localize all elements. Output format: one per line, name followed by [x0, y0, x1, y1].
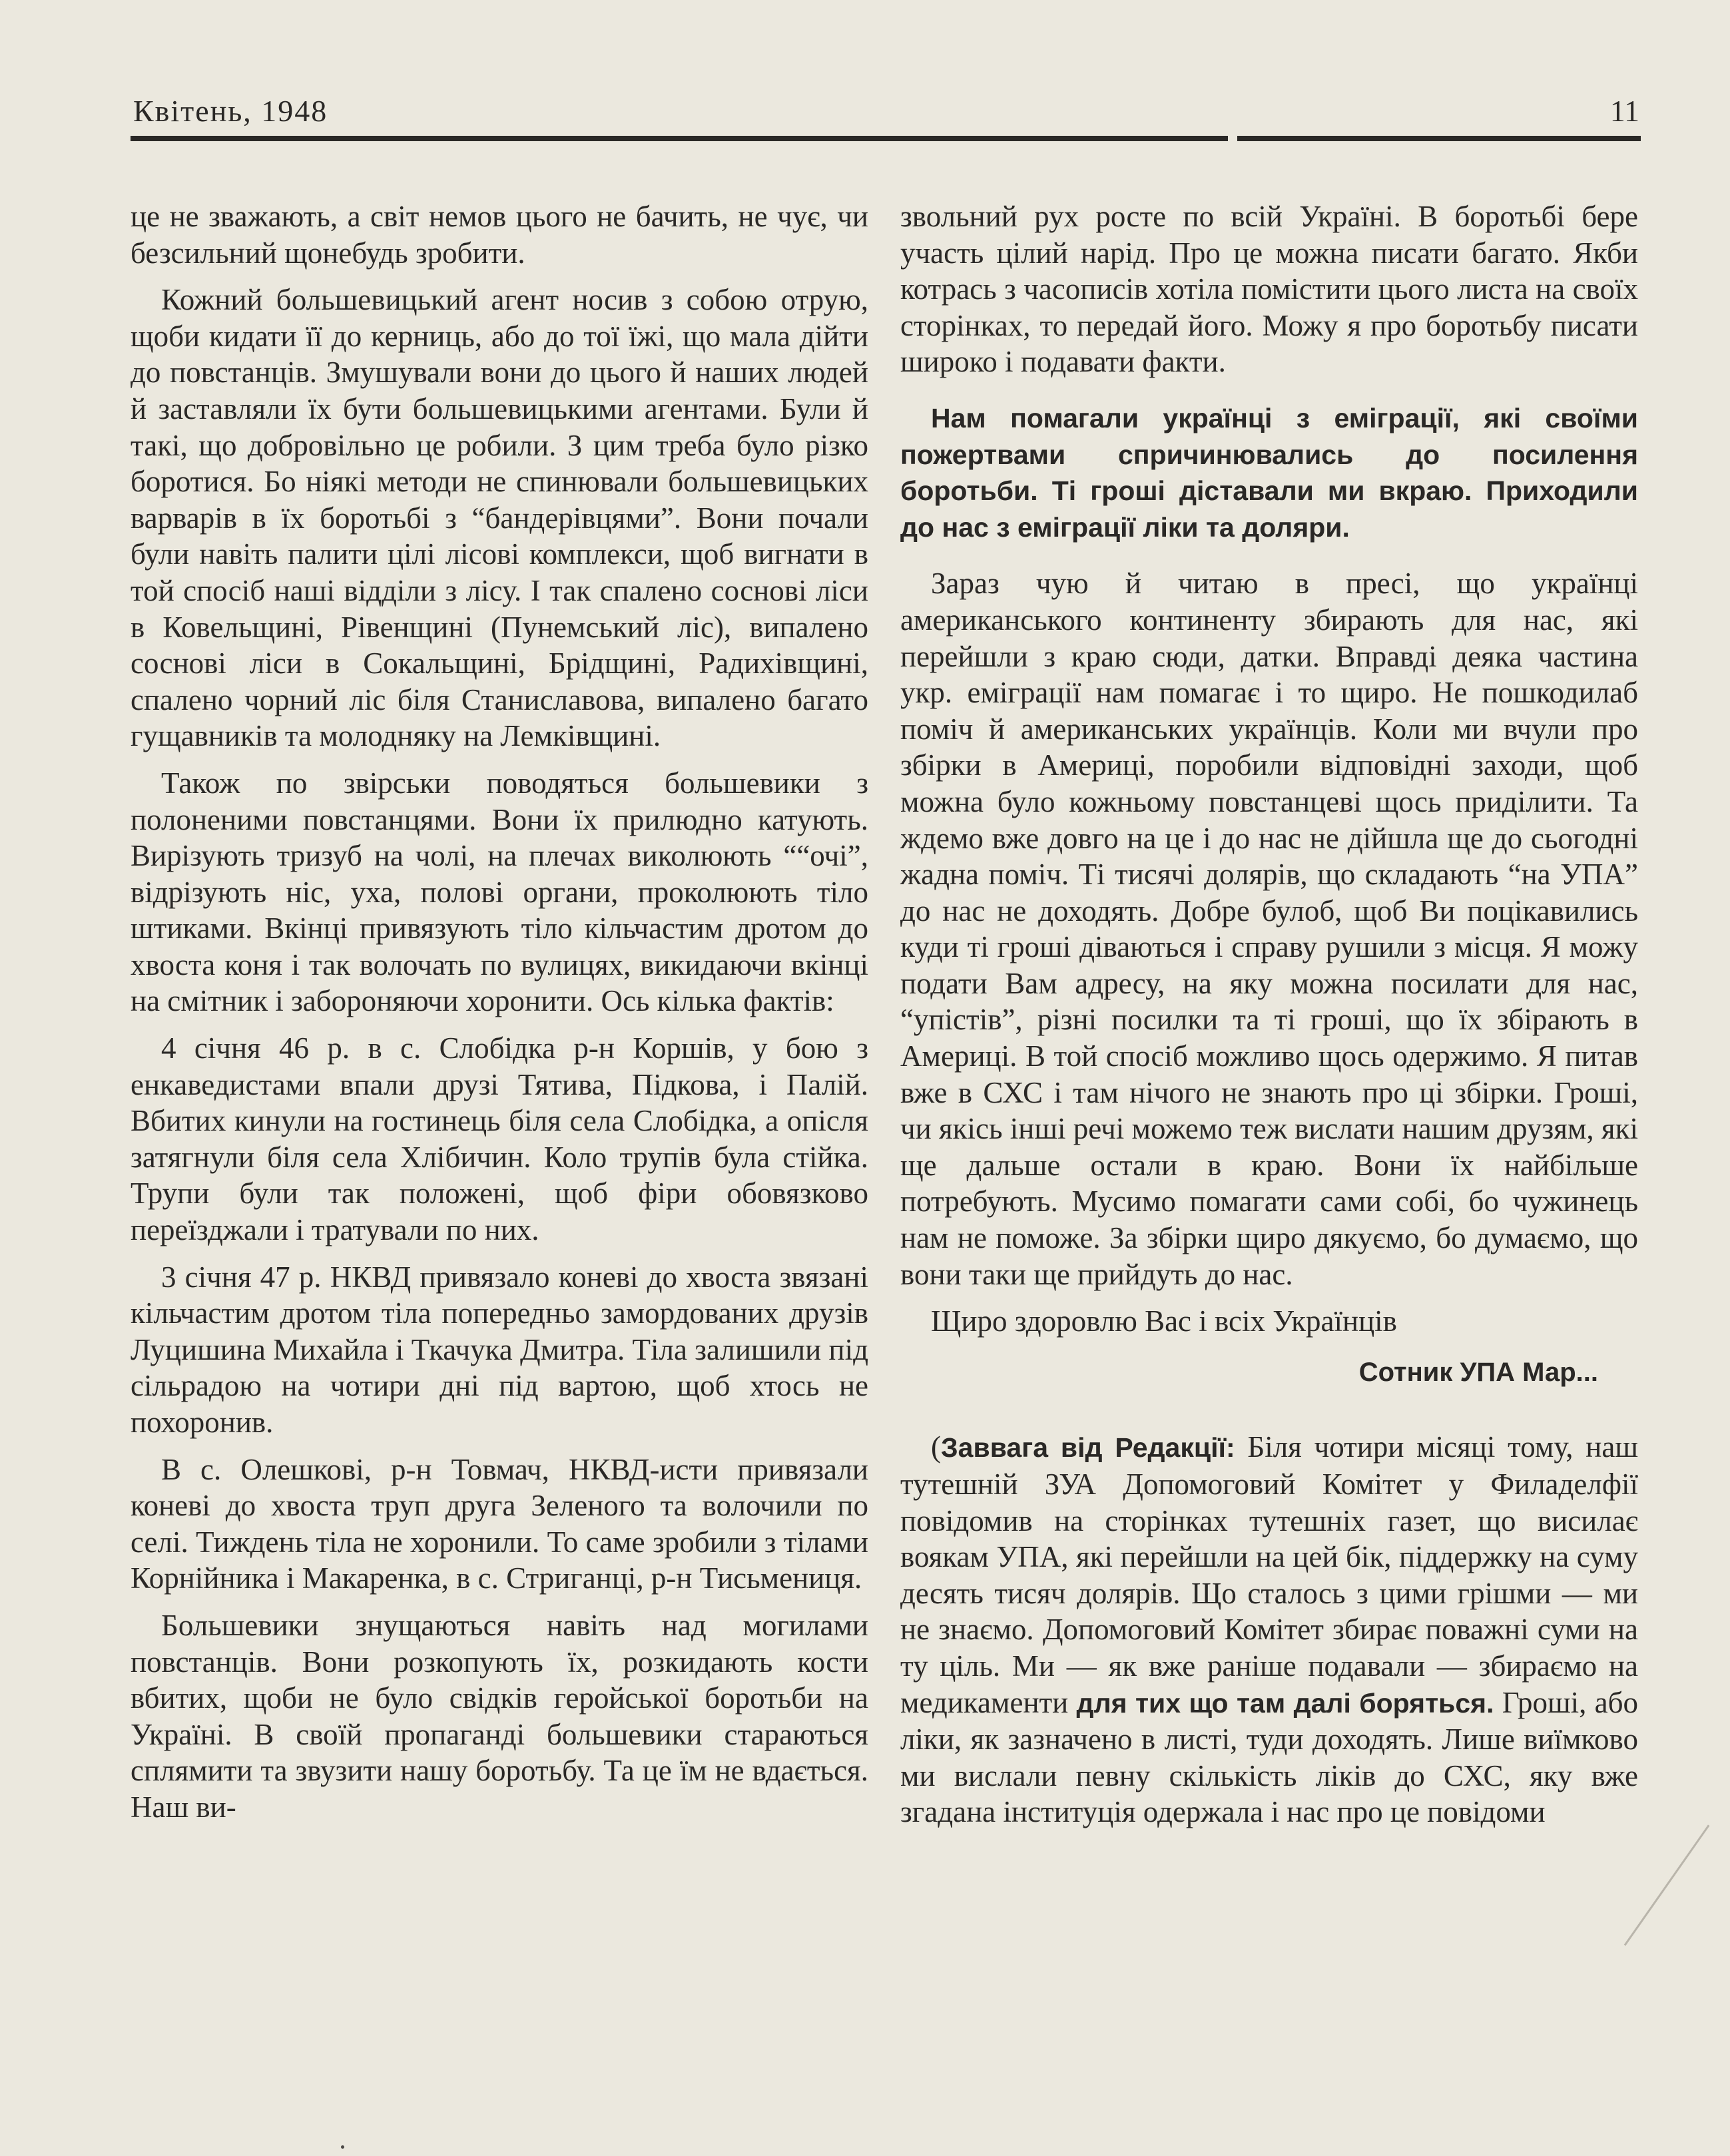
left-column — [131, 198, 868, 1826]
editorial-note-text: Гроші, або ліки, як зазначено в листі, туди доходять. Лише виїмково ми вислали певну скількість ліків до СХС, яку вже згадана інституція одержала і нас про це повідоми — [900, 1685, 1638, 1829]
header-rule-break — [1228, 135, 1237, 142]
editorial-note-text: Біля чотири місяці тому, наш тутешній ЗУА Допомоговий Комітет у Филаделфії повідомив на сторінках тутешніх газет, що висилає воякам УПА, які перейшли на цей бік, піддержку на суму десять тисяч долярів. Що сталось з цими грішми — ми не знаємо. Допомоговий Комітет збирає поважні суми на ту ціль. Ми — як вже раніше подавали — збираємо на медикаменти — [900, 1430, 1638, 1719]
paragraph: звольний рух росте по всій Україні. В боротьбі бере участь цілий нарід. Про це можна писати багато. Якби котрась з часописів хотіла помістити цього листа на своїх сторінках, то передай його. Можу я про боротьбу писати широко і подавати факти. — [900, 200, 1638, 379]
paper-crease — [1624, 1824, 1710, 1946]
page-number: 11 — [1609, 94, 1639, 128]
paragraph: 4 січня 46 р. в с. Слобідка р-н Коршів, у бою з енкаведистами впали друзі Тятива, Підкова, і Палій. Вбитих кинули на гостинець біля села Слобідка, а опісля затягнули біля села Хлібичин. Коло трупів була стійка. Трупи були так положені, щоб фіри обовязково переїзджали і тратували по них. — [131, 1031, 868, 1247]
paragraph: Також по звірськи поводяться большевики з полоненими повстанцями. Вони їх прилюдно катують. Вирізують тризуб на чолі, на плечах виколюють ““очі”, відрізують ніс, уха, полові органи, проколюють тіло штиками. Вкінці привязують тіло кільчастим дротом до хвоста коня і так волочать по вулицях, викидаючи вкінці на смітник і забороняючи хоронити. Ось кілька фактів: — [131, 766, 868, 1018]
editorial-note — [900, 1429, 1638, 1830]
paragraph: В с. Олешкові, р-н Товмач, НКВД-исти привязали коневі до хвоста труп друга Зеленого та волочили по селі. Тиждень тіла не хоронили. То саме зробили з тілами Корнійника і Макаренка, в с. Стриганці, р-н Тисьмениця. — [131, 1452, 868, 1595]
note-open-paren: ( — [931, 1430, 941, 1464]
print-speck — [341, 2145, 344, 2149]
signature: Сотник УПА Мар... — [1358, 1357, 1598, 1387]
header-rule — [131, 136, 1641, 141]
editorial-note-emphasis: для тих що там далі боряться. — [1076, 1687, 1494, 1719]
paragraph: 3 січня 47 р. НКВД привязало коневі до хвоста звязані кільчастим дротом тіла попередньо замордованих друзів Луцишина Михайла і Ткачука Дмитра. Тіла залишили під сільрадою на чотири дні під вартою, щоб хтось не похоронив. — [131, 1260, 868, 1439]
paragraph: Кожний большевицький агент носив з собою отрую, щоби кидати її до керниць, або до тої їжі, що мала дійти до повстанців. Змушували вони до цього й наших людей й заставляли їх бути большевицькими агентами. Були й такі, що добровільно це робили. З цим треба було різко боротися. Бо ніякі методи не спинювали большевицьких варварів в їх боротьбі з “бандерівцями”. Вони почали були навіть палити цілі лісові комплекси, щоб вигнати в той спосіб наші відділи з лісу. І так спалено соснові ліси в Ковельщині, Рівенщині (Пунемський ліс), випалено соснові ліси в Сокальщині, Брідщині, Радихівщині, спалено чорний ліс біля Станиславова, випалено багато гущавників та молодняку на Лемківщині. — [131, 283, 868, 753]
bold-paragraph: Нам помагали українці з еміграції, які своїми пожертвами спричинювались до посилення боротьби. Ті гроші діставали ми вкраю. Приходили до нас з еміграції ліки та доляри. — [900, 402, 1638, 543]
editorial-note-label: Заввага від Редакції: — [941, 1432, 1235, 1464]
right-column — [900, 198, 1638, 1830]
paragraph: Большевики знущаються навіть над могилами повстанців. Вони розкопують їх, розкидають кости вбитих, щоби не було свідків геройської боротьби на Україні. В своїй пропаганді большевики стараються сплямити та звузити нашу боротьбу. Та це їм не вдається. Наш ви- — [131, 1608, 868, 1824]
closing-greeting: Щиро здоровлю Вас і всіх Українців — [931, 1304, 1397, 1338]
issue-date: Квітень, 1948 — [133, 94, 328, 128]
paragraph: Зараз чую й читаю в пресі, що українці американського континенту збирають для нас, які перейшли з краю сюди, датки. Вправді деяка частина укр. еміграції нам помагає і то щиро. Не пошкодилаб поміч й американських українців. Коли ми вчули про збірки в Америці, поробили відповідні заходи, щоб можна було кожньому повстанцеві щось приділити. Та ждемо вже довго на це і до нас не дійшла ще до сьогодні жадна поміч. Ті тисячі долярів, що складають “на УПА” до нас не доходять. Добре булоб, щоб Ви поцікавились куди ті гроші діваються і справу рушили з місця. Я можу подати Вам адресу, на яку можна посилати для нас, “упістів”, різні посилки та ті гроші, що їх збірають в Америці. В той спосіб можливо щось одержимо. Я питав вже в СХС і там нічого не знають про ці збірки. Гроші, чи якісь інші речі можемо теж вислати нашим друзям, які ще дальше остали в краю. Вони їх найбільше потребують. Мусимо помагати сами собі, бо чужинець нам не поможе. За збірки щиро дякуємо, бо думаємо, що вони таки ще прийдуть до нас. — [900, 567, 1638, 1291]
paragraph: це не зважають, а світ немов цього не бачить, не чує, чи безсильний щонебудь зробити. — [131, 200, 868, 270]
page-header — [133, 93, 1639, 140]
